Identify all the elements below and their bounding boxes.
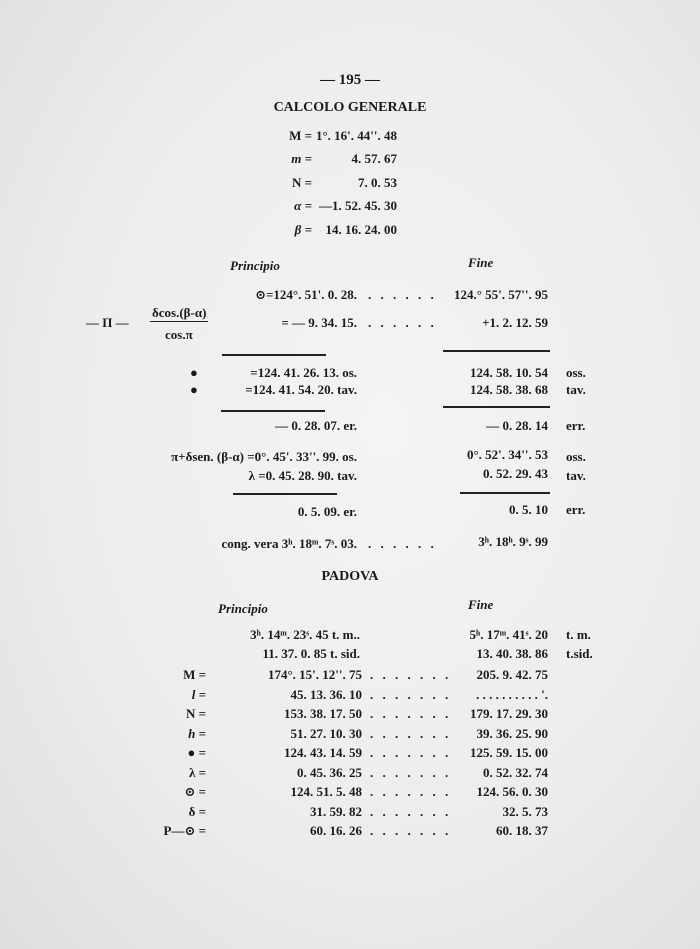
param-value: 4. 57. 67 xyxy=(351,151,397,166)
principio-value: 124. 51. 5. 48 xyxy=(290,784,362,799)
row-label: h = xyxy=(188,726,206,741)
param-value: 1°. 16'. 44''. 48 xyxy=(315,128,397,143)
moon-tav-fine: 124. 58. 38. 68 xyxy=(470,382,548,397)
moon-icon: ● xyxy=(190,365,198,380)
leader-dots: . . . . . . . xyxy=(370,726,452,741)
row-label: ● = xyxy=(187,745,206,760)
fine-value: 5ʰ. 17ᵐ. 41ˢ. 20 xyxy=(469,627,548,642)
leader-dots: . . . . . . . xyxy=(370,765,452,780)
suffix: tav. xyxy=(566,468,586,483)
rule xyxy=(443,350,550,352)
suffix: oss. xyxy=(566,449,586,464)
rule xyxy=(460,492,550,494)
leader-dots: . . . . . . . xyxy=(370,823,452,838)
leader-dots: . . . . . . . xyxy=(370,745,452,760)
row-label: l = xyxy=(191,687,206,702)
leader-dots: . . . . . . . xyxy=(370,784,452,799)
pi-fine: +1. 2. 12. 59 xyxy=(482,315,548,330)
error-principio: — 0. 28. 07. er. xyxy=(275,418,357,433)
leader-dots: . . . . . . xyxy=(368,536,437,551)
sun-principio: ⊙=124°. 51'. 0. 28. xyxy=(255,287,357,302)
principio-value: 45. 13. 36. 10 xyxy=(290,687,362,702)
leader-dots: . . . . . . xyxy=(368,287,437,302)
principio-value: 174°. 15'. 12''. 75 xyxy=(267,667,362,682)
row-label: ⊙ = xyxy=(184,784,206,799)
fine-value: 205. 9. 42. 75 xyxy=(476,667,548,682)
page-number: — 195 — xyxy=(320,72,380,88)
leader-dots: . . . . . . . xyxy=(370,687,452,702)
param-label: β = xyxy=(294,222,312,237)
param-label: M = xyxy=(289,128,312,143)
fine-value: 124. 56. 0. 30 xyxy=(476,784,548,799)
row-label: N = xyxy=(185,706,206,721)
cong-fine: 3ʰ. 18ʰ. 9ˢ. 99 xyxy=(478,534,548,549)
error2-principio: 0. 5. 09. er. xyxy=(297,504,357,519)
param-label: m = xyxy=(291,151,312,166)
principio-value: 60. 16. 26 xyxy=(310,823,362,838)
padova-title: PADOVA xyxy=(321,569,379,584)
rule xyxy=(222,354,326,356)
suffix: tav. xyxy=(566,382,586,397)
principio-value: 11. 37. 0. 85 t. sid. xyxy=(262,646,360,661)
lambda-principio: λ =0. 45. 28. 90. tav. xyxy=(248,468,357,483)
leader-dots: . . . . . . . xyxy=(370,706,452,721)
moon-os-fine: 124. 58. 10. 54 xyxy=(470,365,548,380)
param-label: α = xyxy=(294,198,312,213)
rule xyxy=(443,406,550,408)
pisen-principio: π+δsen. (β-α) =0°. 45'. 33''. 99. os. xyxy=(171,449,357,464)
fine-value: 32. 5. 73 xyxy=(502,804,548,819)
error2-fine: 0. 5. 10 xyxy=(509,502,548,517)
fraction-denominator: cos.π xyxy=(165,327,193,342)
error-fine: — 0. 28. 14 xyxy=(486,418,548,433)
fine-heading: Fine xyxy=(468,255,494,270)
suffix: err. xyxy=(566,502,586,517)
fine-value: . . . . . . . . . . '. xyxy=(476,687,548,702)
lambda-fine: 0. 52. 29. 43 xyxy=(483,466,548,481)
rule xyxy=(233,493,337,495)
row-label: P—⊙ = xyxy=(163,823,206,838)
fine-value: 60. 18. 37 xyxy=(496,823,548,838)
param-value: 14. 16. 24. 00 xyxy=(325,222,397,237)
param-value: —1. 52. 45. 30 xyxy=(319,198,397,213)
pi-prefix: — Π — xyxy=(86,315,129,330)
suffix: err. xyxy=(566,418,586,433)
row-label: δ = xyxy=(188,804,206,819)
section-title: CALCOLO GENERALE xyxy=(273,100,427,115)
fraction-numerator: δcos.(β-α) xyxy=(152,305,207,320)
fine-heading: Fine xyxy=(468,597,494,612)
principio-value: 124. 43. 14. 59 xyxy=(284,745,362,760)
fine-value: 13. 40. 38. 86 xyxy=(476,646,548,661)
suffix: oss. xyxy=(566,365,586,380)
sun-fine: 124.° 55'. 57''. 95 xyxy=(453,287,548,302)
moon-os-principio: =124. 41. 26. 13. os. xyxy=(250,365,357,380)
param-value: 7. 0. 53 xyxy=(358,175,397,190)
principio-heading: Principio xyxy=(230,258,280,273)
fine-value: 0. 52. 32. 74 xyxy=(483,765,548,780)
leader-dots: . . . . . . xyxy=(368,315,437,330)
moon-icon: ● xyxy=(190,382,198,397)
suffix: t.sid. xyxy=(566,646,593,661)
principio-value: 153. 38. 17. 50 xyxy=(284,706,362,721)
principio-heading: Principio xyxy=(218,601,268,616)
moon-tav-principio: =124. 41. 54. 20. tav. xyxy=(245,382,357,397)
param-label: N = xyxy=(291,175,312,190)
row-label: λ = xyxy=(188,765,206,780)
pi-principio: = — 9. 34. 15. xyxy=(281,315,357,330)
fine-value: 125. 59. 15. 00 xyxy=(470,745,548,760)
principio-value: 51. 27. 10. 30 xyxy=(290,726,362,741)
suffix: t. m. xyxy=(566,627,591,642)
rule xyxy=(221,410,325,412)
fine-value: 179. 17. 29. 30 xyxy=(470,706,548,721)
principio-value: 0. 45. 36. 25 xyxy=(297,765,362,780)
cong-principio: cong. vera 3ʰ. 18ᵐ. 7ˢ. 03. xyxy=(221,536,357,551)
row-label: M = xyxy=(183,667,206,682)
pisen-fine: 0°. 52'. 34''. 53 xyxy=(466,447,548,462)
principio-value: 31. 59. 82 xyxy=(310,804,362,819)
fine-value: 39. 36. 25. 90 xyxy=(476,726,548,741)
principio-value: 3ʰ. 14ᵐ. 23ˢ. 45 t. m.. xyxy=(250,627,360,642)
leader-dots: . . . . . . . xyxy=(370,667,452,682)
leader-dots: . . . . . . . xyxy=(370,804,452,819)
